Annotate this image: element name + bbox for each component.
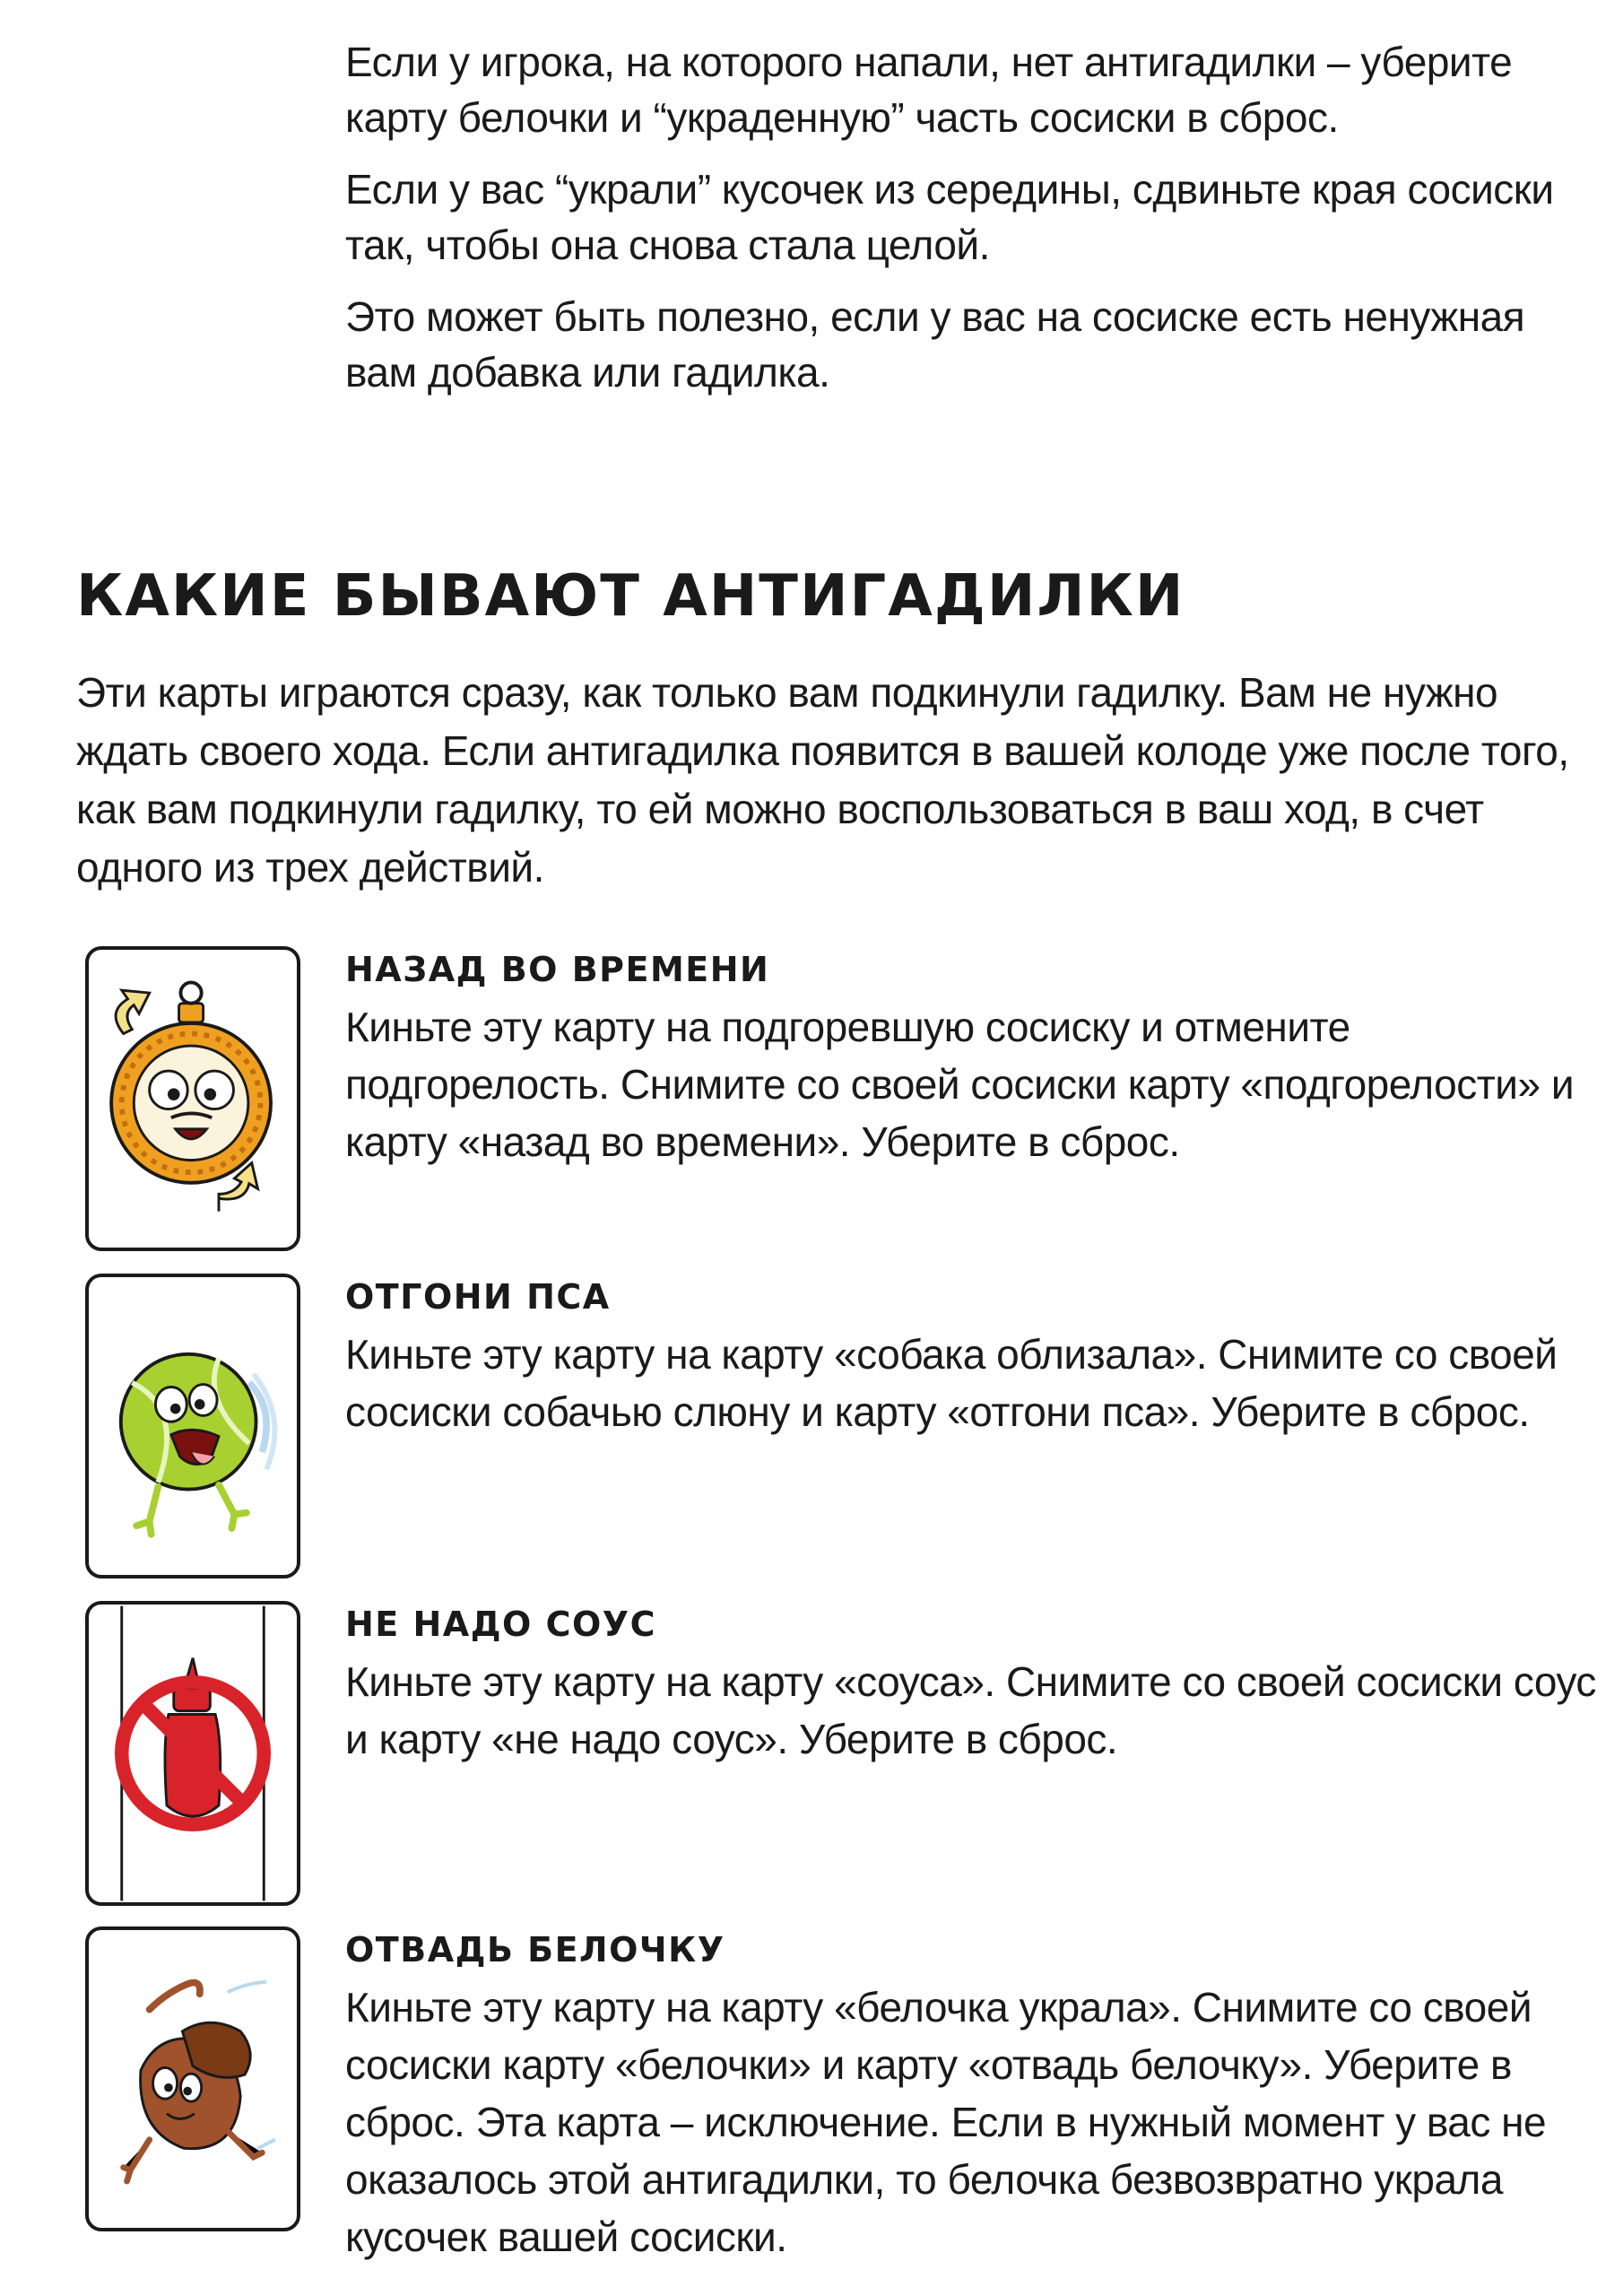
- section-lead: [76, 664, 1583, 897]
- section-title: КАКИЕ БЫВАЮТ АНТИГАДИЛКИ: [76, 563, 1185, 630]
- card-text: [345, 946, 1601, 1170]
- card-text: [345, 1926, 1601, 2266]
- card-description: Киньте эту карту на карту «белочка украла». Снимите со своей сосиски карту «белочки» и карту «отвадь белочку». Уберите в сброс. Эта карта – исключение. Если в нужный момент у вас не оказалось этой антигадилки, то белочка безвозвратно украла кусочек вашей сосиски.: [345, 1984, 1547, 2260]
- tennis-ball-icon: [89, 1277, 297, 1575]
- intro-text: [345, 34, 1556, 416]
- card-title: НАЗАД ВО ВРЕМЕНИ: [345, 950, 770, 989]
- card-description: Киньте эту карту на карту «собака облизала». Снимите со своей сосиски собачью слюну и карту «отгони пса». Уберите в сброс.: [345, 1331, 1558, 1435]
- card-description: Киньте эту карту на подгоревшую сосиску и отмените подгорелость. Снимите со своей сосиски карту «подгорелости» и карту «назад во времени». Уберите в сброс.: [345, 1004, 1575, 1165]
- no-sauce-icon: [89, 1605, 297, 1902]
- card-text: [345, 1274, 1601, 1440]
- card-image-frame: [85, 1601, 300, 1906]
- pocket-watch-icon: [89, 950, 297, 1248]
- card-title: НЕ НАДО СОУС: [345, 1605, 656, 1644]
- acorn-icon: [89, 1930, 297, 2228]
- card-text: [345, 1601, 1601, 1768]
- card-description: Киньте эту карту на карту «соуса». Снимите со своей сосиски соус и карту «не надо соус». Уберите в сброс.: [345, 1658, 1596, 1762]
- card-title: ОТГОНИ ПСА: [345, 1277, 611, 1317]
- intro-paragraph: Если у вас “украли” кусочек из середины, сдвиньте края сосиски так, чтобы она снова стала целой.: [345, 166, 1554, 268]
- intro-paragraph: Если у игрока, на которого напали, нет антигадилки – уберите карту белочки и “украденную” часть сосиски в сброс.: [345, 39, 1513, 141]
- section-lead-text: Эти карты играются сразу, как только вам подкинули гадилку. Вам не нужно ждать своего хода. Если антигадилка появится в вашей колоде уже после того, как вам подкинули гадилку, то ей можно воспользоваться в ваш ход, в счет одного из трех действий.: [76, 669, 1569, 891]
- card-title: ОТВАДЬ БЕЛОЧКУ: [345, 1930, 725, 1970]
- card-image-frame: [85, 1274, 300, 1578]
- card-image-frame: [85, 1926, 300, 2231]
- intro-paragraph: Это может быть полезно, если у вас на сосиске есть ненужная вам добавка или гадилка.: [345, 293, 1525, 396]
- card-image-frame: [85, 946, 300, 1251]
